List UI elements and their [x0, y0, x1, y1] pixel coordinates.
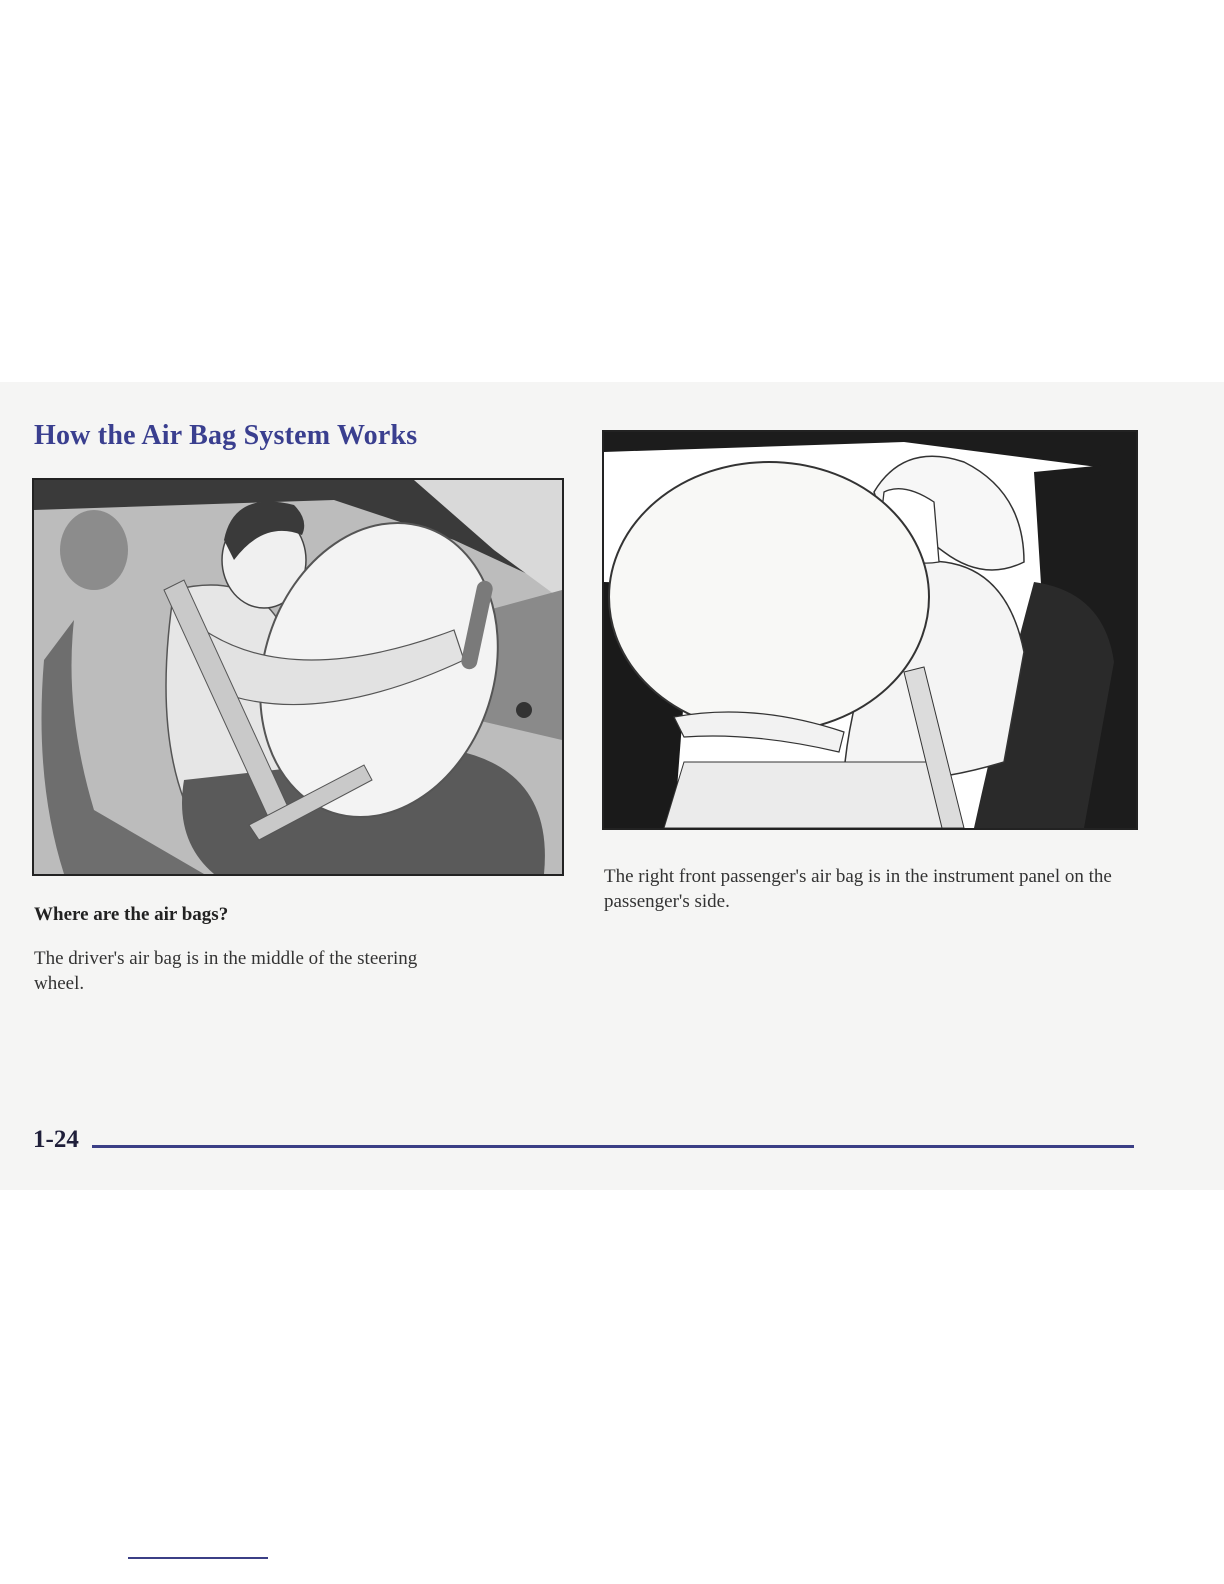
footer-rule [92, 1145, 1134, 1148]
bottom-short-rule [128, 1557, 268, 1559]
page-number: 1-24 [33, 1126, 79, 1153]
passenger-airbag-drawing [604, 432, 1136, 828]
driver-airbag-text: The driver's air bag is in the middle of the steering wheel. [34, 948, 418, 994]
page-title: How the Air Bag System Works [34, 420, 418, 451]
passenger-airbag-illustration [602, 430, 1138, 830]
section-heading: Where are the air bags? [34, 904, 229, 925]
passenger-airbag-text: The right front passenger's air bag is in the instrument panel on the passenger's side. [604, 866, 1112, 912]
driver-airbag-drawing [34, 480, 562, 874]
driver-airbag-illustration [32, 478, 564, 876]
